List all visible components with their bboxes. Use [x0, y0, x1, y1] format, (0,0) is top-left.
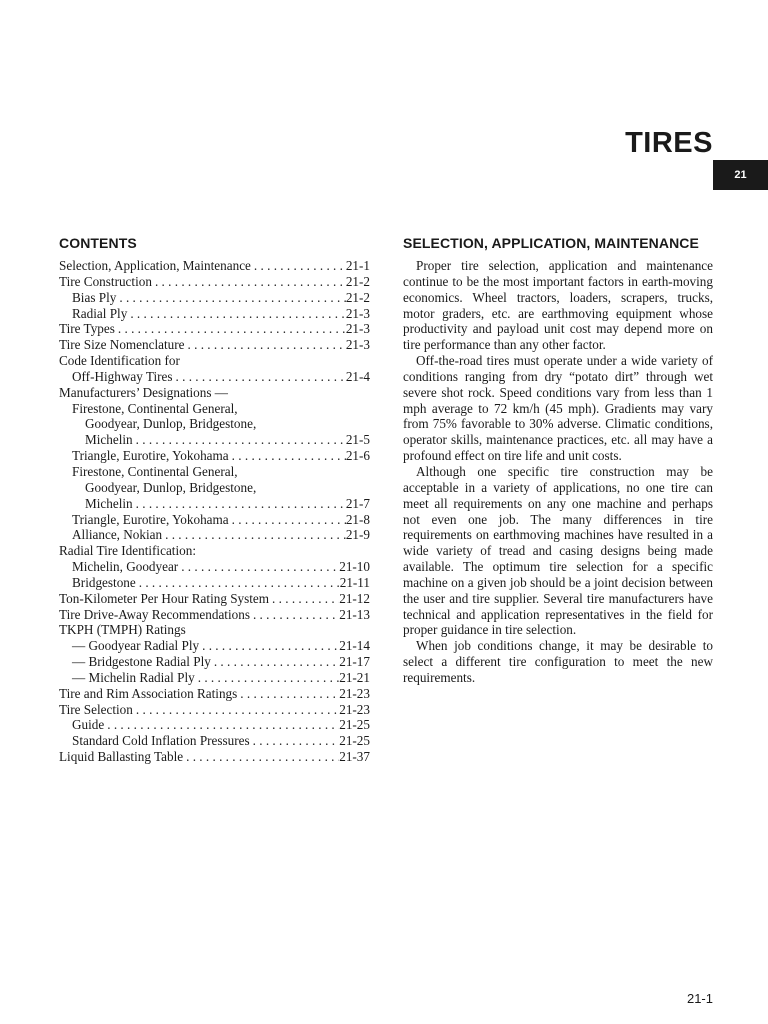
toc-leader-dots	[269, 591, 339, 607]
toc-entry	[59, 480, 370, 496]
toc-entry	[59, 274, 370, 290]
section-body	[403, 258, 713, 686]
toc-entry-label: Radial Ply	[72, 305, 128, 321]
toc-entry-page: 21-17	[339, 654, 370, 670]
toc-entry-page: 21-3	[345, 337, 370, 353]
toc-entry	[59, 353, 370, 369]
toc-entry	[59, 702, 370, 718]
toc-entry	[59, 543, 370, 559]
toc-entry	[59, 337, 370, 353]
toc-entry	[59, 575, 370, 591]
toc-entry	[59, 717, 370, 733]
toc-entry	[59, 749, 370, 765]
toc-entry	[59, 448, 370, 464]
toc-entry-label: — Michelin Radial Ply	[72, 669, 195, 685]
toc-entry-page: 21-23	[339, 685, 370, 701]
toc-leader-dots	[133, 496, 346, 512]
toc-entry-label: Tire Selection	[59, 701, 133, 717]
toc-entry	[59, 638, 370, 654]
toc-leader-dots	[211, 654, 339, 670]
toc-leader-dots	[127, 306, 345, 322]
toc-entry	[59, 512, 370, 528]
toc-entry	[59, 464, 370, 480]
toc-entry-label: Tire Construction	[59, 273, 152, 289]
toc-entry-label: Firestone, Continental General,	[72, 400, 238, 416]
toc-entry-page: 21-11	[339, 574, 370, 590]
toc-entry	[59, 686, 370, 702]
toc-leader-dots	[229, 448, 346, 464]
toc-entry-label: Michelin, Goodyear	[72, 559, 179, 575]
toc-entry-page: 21-12	[339, 590, 370, 606]
toc-entry	[59, 306, 370, 322]
chapter-title: TIRES	[625, 127, 713, 159]
toc-entry-label: Triangle, Eurotire, Yokohama	[72, 448, 229, 464]
toc-entry	[59, 527, 370, 543]
toc-entry-label: Bridgestone	[72, 574, 136, 590]
toc-entry-page: 21-14	[339, 638, 370, 654]
toc-entry-page: 21-8	[345, 511, 370, 527]
toc-leader-dots	[152, 274, 346, 290]
toc-entry-page: 21-6	[345, 448, 370, 464]
toc-entry-page: 21-7	[345, 495, 370, 511]
table-of-contents	[59, 258, 370, 765]
toc-entry	[59, 733, 370, 749]
toc-entry-page: 21-23	[339, 701, 370, 717]
toc-entry-label: Selection, Application, Maintenance	[59, 258, 251, 273]
toc-entry-label: Firestone, Continental General,	[72, 463, 238, 479]
toc-leader-dots	[185, 337, 346, 353]
section-heading: SELECTION, APPLICATION, MAINTENANCE	[403, 235, 699, 251]
toc-entry-label: TKPH (TMPH) Ratings	[59, 622, 186, 638]
toc-entry-page: 21-3	[345, 321, 370, 337]
toc-entry	[59, 496, 370, 512]
body-paragraph: When job conditions change, it may be desirable to select a different tire configuration to meet the new requirements.	[403, 638, 713, 685]
toc-leader-dots	[133, 702, 339, 718]
toc-leader-dots	[229, 512, 346, 528]
toc-leader-dots	[199, 638, 339, 654]
toc-entry	[59, 369, 370, 385]
toc-entry-page: 21-25	[339, 733, 370, 749]
toc-entry-label: Tire Drive-Away Recommendations	[59, 606, 250, 622]
toc-entry-label: Liquid Ballasting Table	[59, 749, 184, 765]
toc-entry-label: Tire and Rim Association Ratings	[59, 685, 238, 701]
toc-entry	[59, 559, 370, 575]
toc-entry	[59, 401, 370, 417]
toc-entry-label: Radial Tire Identification:	[59, 543, 196, 559]
toc-entry	[59, 432, 370, 448]
toc-entry-page: 21-4	[345, 368, 370, 384]
toc-leader-dots	[251, 258, 346, 274]
toc-entry	[59, 385, 370, 401]
page-number: 21-1	[686, 991, 713, 1006]
toc-leader-dots	[104, 717, 339, 733]
toc-leader-dots	[178, 559, 339, 575]
toc-entry-page: 21-2	[345, 289, 370, 305]
toc-entry-label: Goodyear, Dunlop, Bridgestone,	[85, 479, 257, 495]
toc-entry-page: 21-1	[345, 258, 370, 273]
toc-entry-page: 21-5	[345, 432, 370, 448]
toc-entry-page: 21-13	[339, 606, 370, 622]
toc-leader-dots	[136, 575, 340, 591]
toc-entry-label: Michelin	[85, 432, 133, 448]
toc-entry-label: Tire Size Nomenclature	[59, 337, 185, 353]
toc-leader-dots	[173, 369, 346, 385]
toc-entry-page: 21-21	[339, 669, 370, 685]
toc-leader-dots	[250, 733, 340, 749]
toc-entry	[59, 622, 370, 638]
toc-entry-page: 21-25	[339, 717, 370, 733]
toc-leader-dots	[133, 432, 346, 448]
toc-leader-dots	[162, 527, 346, 543]
toc-entry-page: 21-9	[345, 527, 370, 543]
toc-leader-dots	[116, 290, 345, 306]
toc-entry-label: Tire Types	[59, 321, 115, 337]
toc-entry-page: 21-10	[339, 559, 370, 575]
toc-entry-page: 21-2	[345, 273, 370, 289]
toc-entry-label: Goodyear, Dunlop, Bridgestone,	[85, 416, 257, 432]
toc-entry-label: Bias Ply	[72, 289, 117, 305]
body-paragraph: Proper tire selection, application and maintenance continue to be the most important factors in earth-moving economics. Wheel tractors, loaders, scrapers, trucks, motor graders, etc. are earthmoving equipment whose productivity and payload unit cost may depend more on tire performance than any other factor.	[403, 258, 713, 353]
toc-entry-label: Ton-Kilometer Per Hour Rating System	[59, 590, 270, 606]
toc-entry-label: Alliance, Nokian	[72, 527, 163, 543]
toc-entry-label: Manufacturers’ Designations —	[59, 384, 228, 400]
toc-entry	[59, 654, 370, 670]
body-paragraph: Off-the-road tires must operate under a wide variety of conditions ranging from dry “potato dirt” through wet severe shot rock. Speed conditions vary from less than 1 mph average to 72 km/h (45 mph). Gradients may vary from 75% favorable to 30% adverse. Climatic conditions, operator skills, maintenance practices, etc. all may have a profound effect on tire life and unit costs.	[403, 353, 713, 464]
toc-entry-label: Standard Cold Inflation Pressures	[72, 733, 250, 749]
toc-entry	[59, 670, 370, 686]
toc-entry	[59, 258, 370, 274]
toc-entry	[59, 321, 370, 337]
toc-entry-page: 21-37	[339, 749, 370, 765]
toc-entry	[59, 290, 370, 306]
toc-entry	[59, 416, 370, 432]
body-paragraph: Although one specific tire construction may be acceptable in a variety of applications, no one tire can meet all requirements on any one machine and perhaps not even one job. The many differences in tire requirements on earthmoving machines have resulted in a wide variety of tread and casing designs being made available. The optimum tire selection for a specific machine on a given job should be a joint decision between the user and tire supplier. Several tire manufacturers have technical and application representatives in the field for proper guidance in tire selection.	[403, 463, 713, 638]
toc-leader-dots	[115, 321, 346, 337]
toc-entry-label: Triangle, Eurotire, Yokohama	[72, 511, 229, 527]
toc-leader-dots	[183, 749, 339, 765]
toc-entry-label: Guide	[72, 717, 105, 733]
toc-entry-label: Michelin	[85, 495, 133, 511]
chapter-tab: 21	[713, 160, 768, 190]
toc-entry-label: Off-Highway Tires	[72, 368, 173, 384]
toc-entry	[59, 591, 370, 607]
toc-leader-dots	[250, 607, 339, 623]
toc-entry-label: — Bridgestone Radial Ply	[72, 654, 211, 670]
contents-heading: CONTENTS	[59, 235, 137, 251]
toc-entry-label: Code Identification for	[59, 353, 180, 369]
toc-entry-label: — Goodyear Radial Ply	[72, 638, 200, 654]
toc-leader-dots	[195, 670, 340, 686]
toc-leader-dots	[237, 686, 339, 702]
toc-entry	[59, 607, 370, 623]
toc-entry-page: 21-3	[345, 305, 370, 321]
